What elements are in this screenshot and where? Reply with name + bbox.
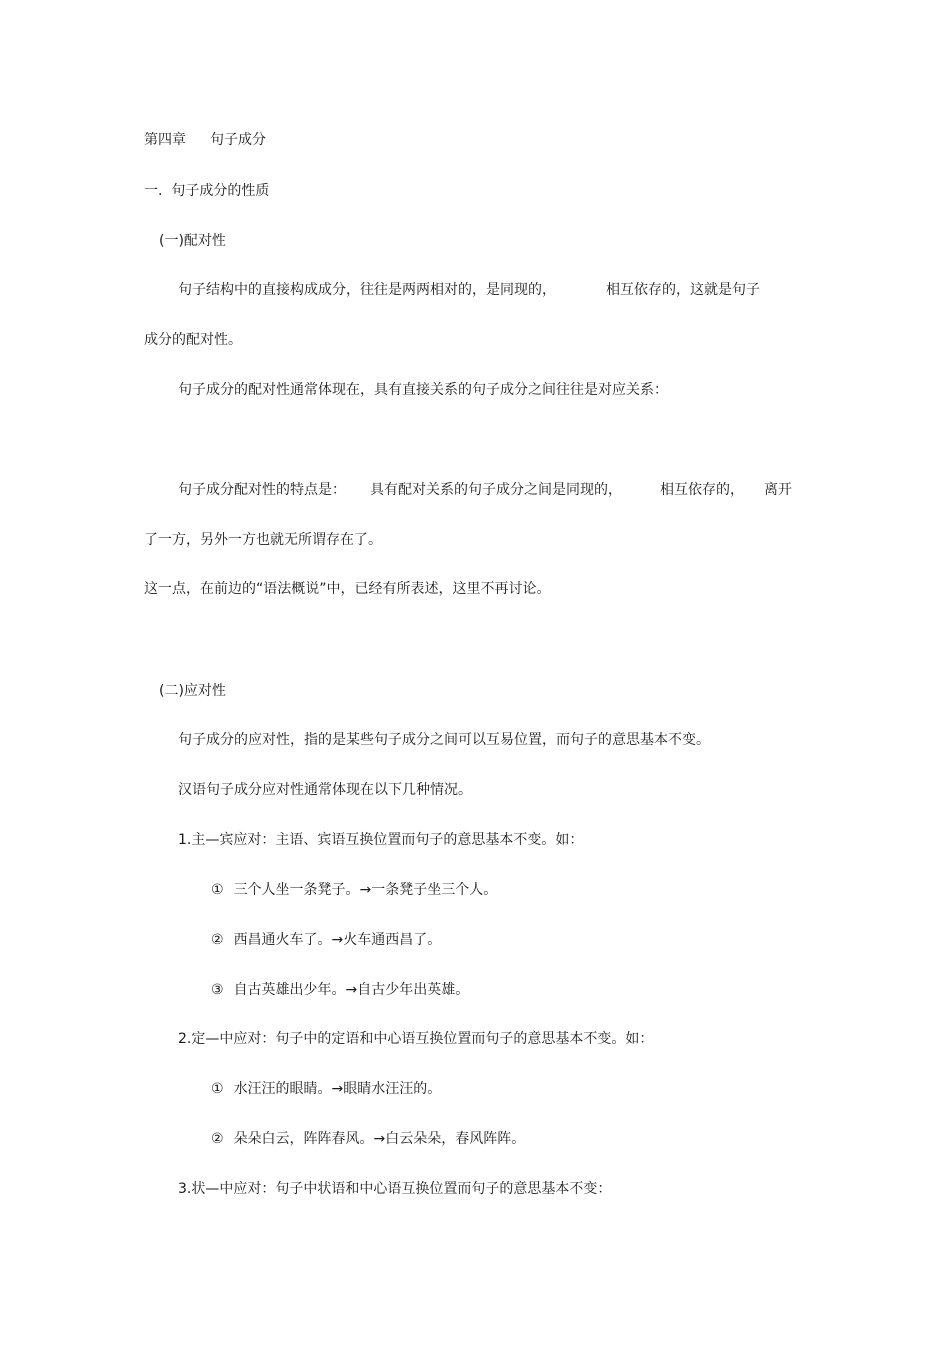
paragraph-pairing-definition bbox=[178, 281, 760, 299]
paragraph-correspondence-cases: 汉语句子成分应对性通常体现在以下几种情况。 bbox=[178, 782, 472, 798]
text-fragment: 相互依存的， bbox=[660, 482, 744, 498]
paragraph-note: 这一点，在前边的“语法概说”中，已经有所表述，这里不再讨论。 bbox=[144, 581, 551, 597]
example-line bbox=[211, 881, 497, 899]
text-fragment: 句子成分配对性的特点是： bbox=[178, 482, 346, 498]
example-number: ② bbox=[211, 1131, 224, 1147]
paragraph-continuation: 成分的配对性。 bbox=[144, 332, 242, 348]
paragraph-pairing-manifestation: 句子成分的配对性通常体现在，具有直接关系的句子成分之间往往是对应关系： bbox=[178, 382, 668, 398]
example-number: ① bbox=[211, 1081, 224, 1097]
list-item-heading: 1.主—宾应对：主语、宾语互换位置而句子的意思基本不变。如： bbox=[178, 832, 584, 848]
list-item-heading: 2.定—中应对：句子中的定语和中心语互换位置而句子的意思基本不变。如： bbox=[178, 1031, 654, 1047]
subsection-heading-correspondence: (二)应对性 bbox=[159, 683, 226, 699]
chapter-number: 第四章 bbox=[144, 132, 186, 148]
example-line bbox=[211, 1130, 525, 1148]
text-fragment: 相互依存的，这就是句子 bbox=[606, 282, 760, 298]
chapter-heading bbox=[144, 131, 266, 149]
section-heading: 一. 句子成分的性质 bbox=[144, 183, 270, 199]
paragraph-pairing-features bbox=[178, 481, 792, 499]
example-line bbox=[211, 981, 469, 999]
example-line bbox=[211, 1080, 441, 1098]
paragraph-continuation: 了一方，另外一方也就无所谓存在了。 bbox=[144, 532, 382, 548]
paragraph-correspondence-definition: 句子成分的应对性，指的是某些句子成分之间可以互易位置，而句子的意思基本不变。 bbox=[178, 732, 710, 748]
example-text: 水汪汪的眼睛。→眼睛水汪汪的。 bbox=[233, 1081, 442, 1097]
example-line bbox=[211, 931, 441, 949]
example-number: ① bbox=[211, 882, 224, 898]
text-fragment: 句子结构中的直接构成成分，往往是两两相对的，是同现的， bbox=[178, 282, 556, 298]
text-fragment: 具有配对关系的句子成分之间是同现的， bbox=[370, 482, 622, 498]
example-number: ③ bbox=[211, 982, 224, 998]
chapter-title: 句子成分 bbox=[210, 132, 266, 148]
text-fragment: 离开 bbox=[764, 482, 792, 498]
example-number: ② bbox=[211, 932, 224, 948]
example-text: 自古英雄出少年。→自古少年出英雄。 bbox=[233, 982, 470, 998]
example-text: 三个人坐一条凳子。→一条凳子坐三个人。 bbox=[233, 882, 498, 898]
list-item-heading: 3.状—中应对：句子中状语和中心语互换位置而句子的意思基本不变： bbox=[178, 1181, 612, 1197]
example-text: 西昌通火车了。→火车通西昌了。 bbox=[233, 932, 442, 948]
example-text: 朵朵白云，阵阵春风。→白云朵朵，春风阵阵。 bbox=[233, 1131, 526, 1147]
subsection-heading-pairing: (一)配对性 bbox=[159, 233, 226, 249]
